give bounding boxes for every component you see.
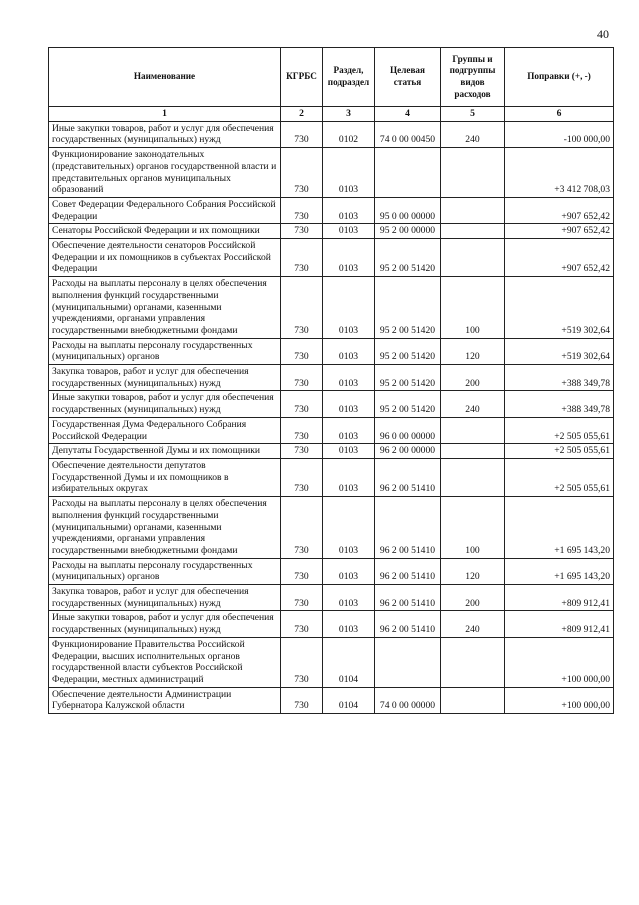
row-group-cell: 240 [441,121,505,147]
row-kgrbs-cell: 730 [281,497,323,559]
row-group-cell: 100 [441,277,505,339]
column-number: 5 [441,107,505,122]
table-row [49,558,614,584]
row-section-cell: 0103 [323,558,375,584]
row-amount-cell: +100 000,00 [505,687,614,713]
row-target-cell: 95 2 00 00000 [375,224,441,239]
row-amount-cell: +2 505 055,61 [505,444,614,459]
row-target-cell: 96 2 00 00000 [375,444,441,459]
row-group-cell [441,239,505,277]
row-group-cell [441,444,505,459]
table-row [49,497,614,559]
row-kgrbs-cell: 730 [281,239,323,277]
row-target-cell: 96 2 00 51410 [375,611,441,637]
row-group-cell [441,417,505,443]
column-number: 2 [281,107,323,122]
row-section-cell: 0103 [323,611,375,637]
row-kgrbs-cell: 730 [281,197,323,223]
row-group-cell [441,637,505,687]
row-name-cell: Расходы на выплаты персоналу в целях обеспечения выполнения функций государственными (муниципальными) органами, казенными учреждениями, органами управления государственными внебюджетными фондами [49,497,281,559]
row-name-cell: Расходы на выплаты персоналу в целях обеспечения выполнения функций государственными (муниципальными) органами, казенными учреждениями, органами управления государственными внебюджетными фондами [49,277,281,339]
row-target-cell: 96 2 00 51410 [375,558,441,584]
row-group-cell [441,148,505,198]
row-target-cell [375,637,441,687]
table-body [49,121,614,713]
table-row [49,391,614,417]
row-amount-cell: +907 652,42 [505,239,614,277]
row-amount-cell: +2 505 055,61 [505,458,614,496]
row-target-cell: 96 2 00 51410 [375,497,441,559]
row-name-cell: Закупка товаров, работ и услуг для обеспечения государственных (муниципальных) нужд [49,585,281,611]
row-section-cell: 0103 [323,444,375,459]
column-number: 3 [323,107,375,122]
row-name-cell: Обеспечение деятельности Администрации Губернатора Калужской области [49,687,281,713]
row-target-cell: 74 0 00 00000 [375,687,441,713]
table-row [49,121,614,147]
row-amount-cell: +809 912,41 [505,585,614,611]
row-section-cell: 0104 [323,687,375,713]
row-amount-cell: +519 302,64 [505,338,614,364]
column-number: 1 [49,107,281,122]
table-row [49,444,614,459]
table-row [49,365,614,391]
row-kgrbs-cell: 730 [281,148,323,198]
row-kgrbs-cell: 730 [281,458,323,496]
row-kgrbs-cell: 730 [281,365,323,391]
table-row [49,338,614,364]
header-amendments: Поправки (+, -) [505,48,614,107]
row-group-cell: 200 [441,365,505,391]
row-target-cell: 95 2 00 51420 [375,365,441,391]
column-number-row [49,107,614,122]
row-group-cell [441,197,505,223]
row-amount-cell: +388 349,78 [505,391,614,417]
table-row [49,611,614,637]
row-amount-cell: +1 695 143,20 [505,497,614,559]
row-target-cell: 96 2 00 51410 [375,458,441,496]
row-kgrbs-cell: 730 [281,391,323,417]
table-row [49,277,614,339]
page-number: 40 [597,27,609,41]
row-group-cell [441,458,505,496]
header-section: Раздел, подраздел [323,48,375,107]
row-amount-cell: +809 912,41 [505,611,614,637]
row-group-cell: 120 [441,338,505,364]
row-amount-cell: +388 349,78 [505,365,614,391]
row-target-cell [375,148,441,198]
row-group-cell [441,687,505,713]
table-row [49,687,614,713]
row-kgrbs-cell: 730 [281,417,323,443]
row-name-cell: Иные закупки товаров, работ и услуг для обеспечения государственных (муниципальных) нужд [49,121,281,147]
row-kgrbs-cell: 730 [281,444,323,459]
header-groups: Группы и подгруппы видов расходов [441,48,505,107]
row-group-cell: 200 [441,585,505,611]
row-section-cell: 0104 [323,637,375,687]
row-kgrbs-cell: 730 [281,277,323,339]
row-section-cell: 0103 [323,239,375,277]
row-section-cell: 0103 [323,497,375,559]
row-kgrbs-cell: 730 [281,558,323,584]
row-section-cell: 0103 [323,417,375,443]
row-amount-cell: +2 505 055,61 [505,417,614,443]
row-amount-cell: +907 652,42 [505,224,614,239]
header-target: Целевая статья [375,48,441,107]
row-name-cell: Обеспечение деятельности сенаторов Российской Федерации и их помощников в субъектах Российской Федерации [49,239,281,277]
row-kgrbs-cell: 730 [281,637,323,687]
table-row [49,197,614,223]
row-section-cell: 0103 [323,277,375,339]
row-name-cell: Функционирование законодательных (представительных) органов государственной власти и представительных органов муниципальных образований [49,148,281,198]
row-kgrbs-cell: 730 [281,338,323,364]
row-target-cell: 95 2 00 51420 [375,391,441,417]
row-group-cell: 240 [441,611,505,637]
row-name-cell: Закупка товаров, работ и услуг для обеспечения государственных (муниципальных) нужд [49,365,281,391]
row-group-cell: 240 [441,391,505,417]
row-section-cell: 0102 [323,121,375,147]
row-target-cell: 95 2 00 51420 [375,277,441,339]
table-row [49,224,614,239]
row-kgrbs-cell: 730 [281,611,323,637]
table-row [49,637,614,687]
row-amount-cell: +907 652,42 [505,197,614,223]
row-target-cell: 95 0 00 00000 [375,197,441,223]
row-kgrbs-cell: 730 [281,224,323,239]
row-name-cell: Государственная Дума Федерального Собрания Российской Федерации [49,417,281,443]
row-section-cell: 0103 [323,148,375,198]
row-group-cell: 120 [441,558,505,584]
row-section-cell: 0103 [323,391,375,417]
table-row [49,417,614,443]
row-amount-cell: +3 412 708,03 [505,148,614,198]
table-row [49,585,614,611]
row-amount-cell: +1 695 143,20 [505,558,614,584]
row-name-cell: Иные закупки товаров, работ и услуг для обеспечения государственных (муниципальных) нужд [49,391,281,417]
row-target-cell: 95 2 00 51420 [375,239,441,277]
row-target-cell: 95 2 00 51420 [375,338,441,364]
row-section-cell: 0103 [323,224,375,239]
row-group-cell: 100 [441,497,505,559]
row-name-cell: Совет Федерации Федерального Собрания Российской Федерации [49,197,281,223]
row-section-cell: 0103 [323,458,375,496]
row-name-cell: Депутаты Государственной Думы и их помощники [49,444,281,459]
row-name-cell: Расходы на выплаты персоналу государственных (муниципальных) органов [49,558,281,584]
row-section-cell: 0103 [323,365,375,391]
row-amount-cell: +519 302,64 [505,277,614,339]
table-row [49,239,614,277]
row-section-cell: 0103 [323,197,375,223]
row-group-cell [441,224,505,239]
row-section-cell: 0103 [323,338,375,364]
row-name-cell: Сенаторы Российской Федерации и их помощники [49,224,281,239]
row-target-cell: 96 0 00 00000 [375,417,441,443]
table-row [49,148,614,198]
row-name-cell: Обеспечение деятельности депутатов Государственной Думы и их помощников в избирательных округах [49,458,281,496]
column-number: 6 [505,107,614,122]
row-kgrbs-cell: 730 [281,585,323,611]
row-name-cell: Функционирование Правительства Российской Федерации, высших исполнительных органов государственной власти субъектов Российской Федерации, местных администраций [49,637,281,687]
row-amount-cell: -100 000,00 [505,121,614,147]
row-kgrbs-cell: 730 [281,687,323,713]
table-header-row [49,48,614,107]
header-name: Наименование [49,48,281,107]
header-kgrbs: КГРБС [281,48,323,107]
row-target-cell: 74 0 00 00450 [375,121,441,147]
row-name-cell: Иные закупки товаров, работ и услуг для обеспечения государственных (муниципальных) нужд [49,611,281,637]
row-name-cell: Расходы на выплаты персоналу государственных (муниципальных) органов [49,338,281,364]
row-kgrbs-cell: 730 [281,121,323,147]
budget-amendments-table [48,47,614,714]
table-row [49,458,614,496]
row-amount-cell: +100 000,00 [505,637,614,687]
column-number: 4 [375,107,441,122]
row-section-cell: 0103 [323,585,375,611]
row-target-cell: 96 2 00 51410 [375,585,441,611]
